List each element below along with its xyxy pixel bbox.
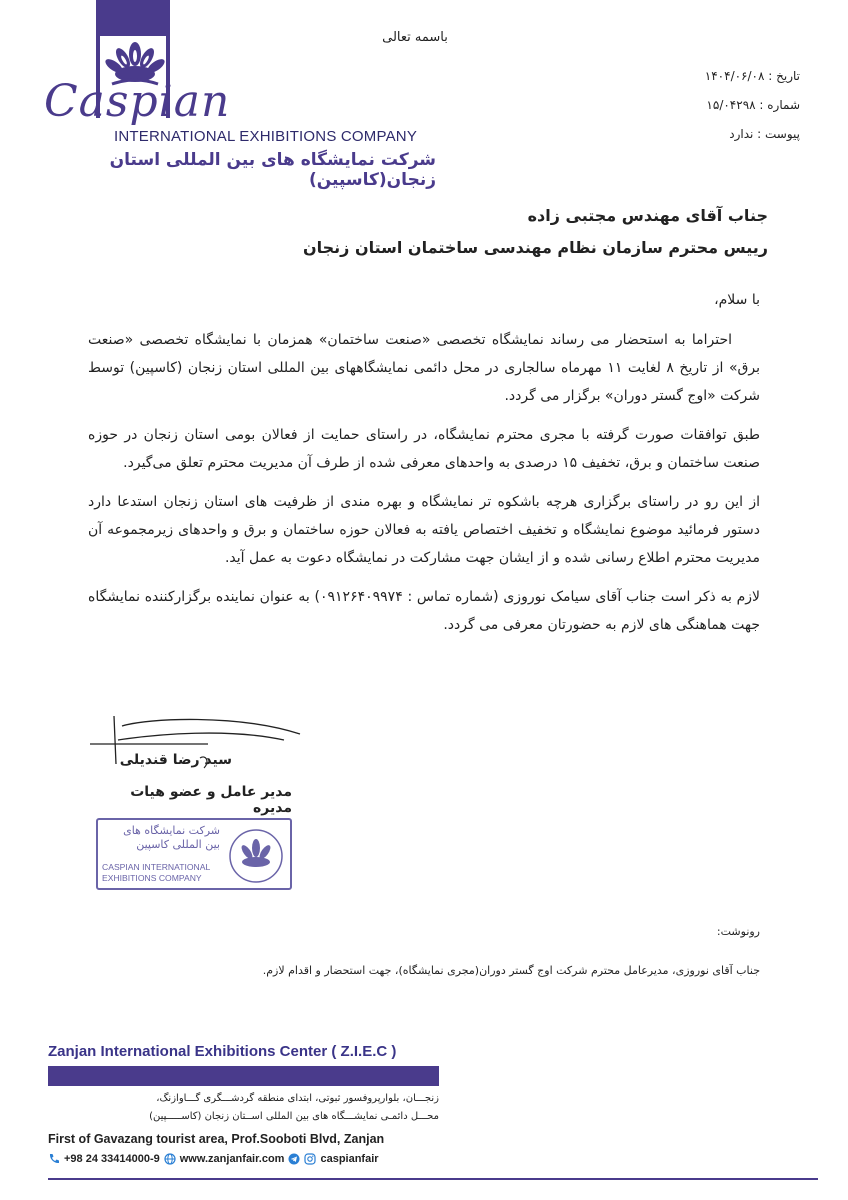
paragraph: لازم به ذکر است جناب آقای سیامک نوروزی (شماره تماس : ۰۹۱۲۶۴۰۹۹۷۴) به عنوان نماینده برگزارکننده نمایشگاه جهت هماهنگی های لازم به حضورتان معرفی می گردد. xyxy=(88,589,761,633)
company-name-fa: شرکت نمایشگاه های بین المللی استان زنجان(کاسپین) xyxy=(109,150,436,190)
signatory-title: مدیر عامل و عضو هیات مدیره xyxy=(130,784,292,816)
company-stamp xyxy=(96,818,292,890)
stamp-text-en: EXHIBITIONS COMPANY xyxy=(102,873,202,883)
logo-wordmark: Caspian xyxy=(44,76,231,127)
footer-address-line: زنجـــان، بلوارپروفسور ثبوتی، ابتدای منطقه گردشـــگری گـــاوازنگ، xyxy=(156,1093,439,1104)
letter-number: شماره : ۱۵/۰۴۲۹۸ xyxy=(706,98,800,112)
footer-phone: +98 24 33414000-9 xyxy=(64,1153,160,1165)
stamp-text-fa: شرکت نمایشگاه های xyxy=(123,824,220,837)
addressee-title: رییس محترم سازمان نظام مهندسی ساختمان استان زنجان xyxy=(302,238,768,257)
basmala: باسمه تعالی xyxy=(382,30,448,45)
signature-scribble xyxy=(88,710,308,780)
footer-bar xyxy=(48,1066,439,1086)
footer-divider xyxy=(48,1178,818,1180)
footer-title: Zanjan International Exhibitions Center ( Z.I.E.C ) xyxy=(48,1043,397,1060)
paragraph: احتراما به استحضار می رساند نمایشگاه تخصصی «صنعت ساختمان» همزمان با نمایشگاه تخصصی «صنعت برق» از تاریخ ۸ لغایت ۱۱ مهرماه سالجاری در محل دائمی نمایشگاههای بین المللی استان زنجان (کاسپین) توسط شرکت «اوج گستر دوران» برگزار می گردد. xyxy=(88,332,761,404)
footer-address-en: First of Gavazang tourist area, Prof.Sooboti Blvd, Zanjan xyxy=(48,1132,385,1146)
cc-text: جناب آقای نوروزی، مدیرعامل محترم شرکت اوج گستر دوران(مجری نمایشگاه)، جهت استحضار و اقدام لازم. xyxy=(262,964,760,977)
logo-bar xyxy=(96,0,170,36)
globe-icon xyxy=(164,1153,176,1165)
footer-contacts xyxy=(48,1153,379,1165)
footer-social[interactable]: caspianfair xyxy=(320,1153,379,1165)
letter-body xyxy=(88,326,760,650)
letter-date: تاریخ : ۱۴۰۴/۰۶/۰۸ xyxy=(704,69,800,83)
greeting: با سلام، xyxy=(714,292,760,308)
phone-icon xyxy=(48,1153,60,1165)
cc-label: رونوشت: xyxy=(716,925,760,938)
stamp-lotus-icon xyxy=(228,828,284,884)
stamp-text-en: CASPIAN INTERNATIONAL xyxy=(102,862,211,872)
paragraph: از این رو در راستای برگزاری هرچه باشکوه تر نمایشگاه و بهره مندی از ظرفیت های استان زنجان استدعا دارد دستور فرمائید موضوع نمایشگاه و تخفیف اختصاص یافته به فعالان حوزه ساختمان و برق و واحدهای زیرمجموعه آن مدیریت محترم اطلاع رسانی شده و از ایشان جهت مشارکت در نمایشگاه دعوت به عمل آید. xyxy=(88,494,760,566)
footer-address-fa xyxy=(48,1090,439,1126)
telegram-icon xyxy=(288,1153,300,1165)
letter-meta xyxy=(620,62,800,149)
footer-website[interactable]: www.zanjanfair.com xyxy=(179,1153,285,1165)
footer-address-line: محـــل دائمـی نمایشـــگاه های بین المللی اســتان زنجان (کاســـــپین) xyxy=(149,1111,439,1122)
addressee-name: جناب آقای مهندس مجتبی زاده xyxy=(527,206,768,225)
signatory-name: سید رضا قندیلی xyxy=(119,752,232,768)
addressee xyxy=(208,200,768,264)
company-name-en: INTERNATIONAL EXHIBITIONS COMPANY xyxy=(114,128,418,145)
paragraph: طبق توافقات صورت گرفته با مجری محترم نمایشگاه، در راستای حمایت از فعالان بومی استان زنجان در حوزه صنعت ساختمان و برق، تخفیف ۱۵ درصدی به واحدهای معرفی شده از طرف آن مدیریت محترم تعلق می‌گیرد. xyxy=(88,427,760,471)
letter-attachment: پیوست : ندارد xyxy=(729,127,800,141)
stamp-text-fa: بین المللی کاسپین xyxy=(136,838,220,851)
instagram-icon xyxy=(304,1153,316,1165)
